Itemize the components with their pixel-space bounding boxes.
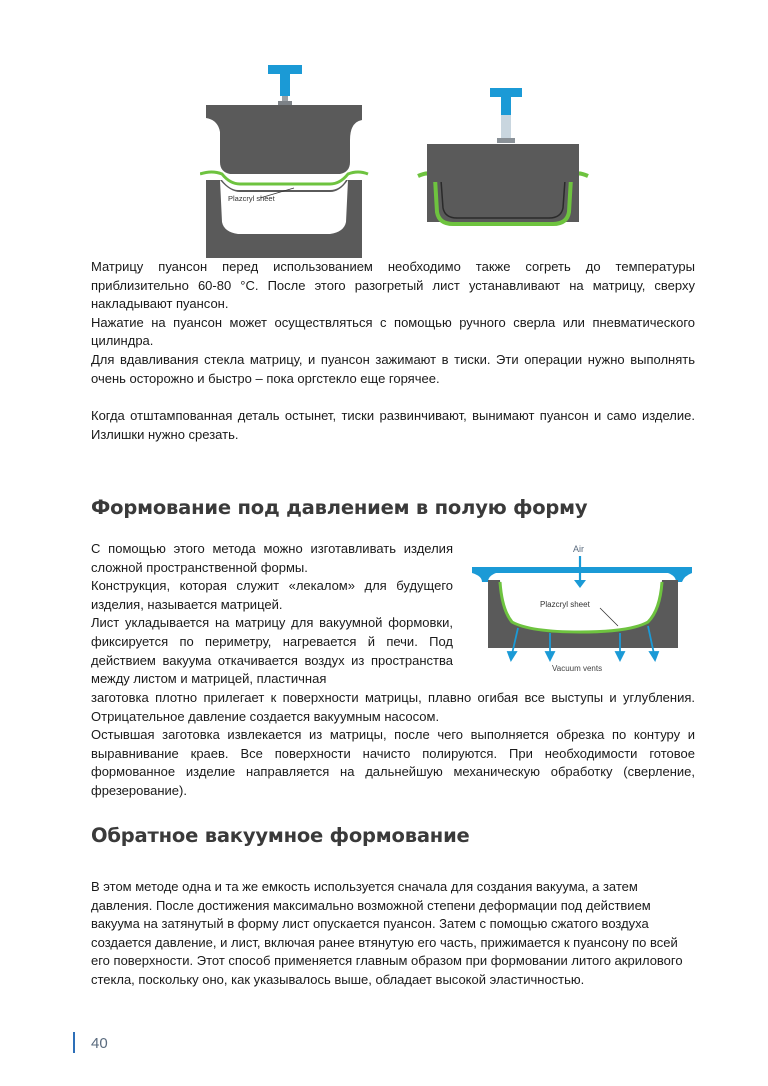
intro-p4: Когда отштампованная деталь остынет, тиски развинчивают, вынимают пуансон и само изделие. Излишки нужно срезать. bbox=[91, 408, 695, 442]
clamp-frame bbox=[472, 567, 692, 582]
section-heading-reverse: Обратное вакуумное формование bbox=[91, 824, 470, 847]
intro-p3: Для вдавливания стекла матрицу, и пуансон зажимают в тиски. Эти операции нужно выполнять очень осторожно и быстро – пока оргстекло еще горячее. bbox=[91, 351, 695, 386]
press-p1: С помощью этого метода можно изготавливать изделия сложной пространственной формы. bbox=[91, 541, 453, 575]
punch bbox=[441, 180, 565, 218]
punch-die-open-figure bbox=[200, 62, 370, 262]
punch-handle-stem bbox=[280, 74, 290, 96]
press-p3: Лист укладывается на матрицу для вакуумной формовки, фиксируется по периметру, нагревается й печи. Под действием вакуума откачивается воздух из пространства между листом и матрицей, пластичная bbox=[91, 615, 453, 687]
press-p2: Конструкция, которая служит «лекалом» для будущего изделия, называется матрицей. bbox=[91, 578, 453, 612]
punch-handle-top bbox=[268, 65, 302, 74]
sheet-label: Plazcryl sheet bbox=[540, 600, 590, 609]
vacuum-forming-figure bbox=[470, 540, 695, 680]
press-p3-cont: заготовка плотно прилегает к поверхности матрицы, плавно огибая все выступы и углубления. Отрицательное давление создается вакуумным насосом. bbox=[91, 690, 695, 724]
intro-p1: Матрицу пуансон перед использованием необходимо также согреть до температуры приблизительно 60-80 °С. После этого разогретый лист устанавливают на матрицу, сверху накладывают пуансон. bbox=[91, 259, 695, 312]
sheet-label: Plazcryl sheet bbox=[228, 194, 275, 203]
punch-rod bbox=[501, 115, 511, 139]
air-label: Air bbox=[573, 544, 584, 554]
punch-die-closed-figure bbox=[413, 82, 593, 262]
section-heading-press: Формование под давлением в полую форму bbox=[91, 496, 588, 519]
punch-handle-top bbox=[490, 88, 522, 97]
press-full-width bbox=[91, 689, 695, 801]
punch bbox=[206, 105, 362, 174]
press-left-column bbox=[91, 540, 453, 689]
intro-p2: Нажатие на пуансон может осуществляться с помощью ручного сверла или пневматического цилиндра. bbox=[91, 314, 695, 349]
punch-handle-stem bbox=[501, 97, 511, 115]
press-p4: Остывшая заготовка извлекается из матрицы, после чего выполняется обрезка по контуру и выравнивание краев. Все поверхности начисто полируются. При необходимости готовое формованное изделие направляется на дальнейшую механическую обработку (сверление, фрезерование). bbox=[91, 727, 695, 798]
page-number-bar bbox=[73, 1032, 75, 1053]
intro-paragraphs bbox=[91, 258, 695, 388]
page-number: 40 bbox=[91, 1035, 108, 1052]
vents-label: Vacuum vents bbox=[552, 664, 603, 673]
reverse-p1: В этом методе одна и та же емкость используется сначала для создания вакуума, а затем давления. После достижения максимально возможной степени деформации под действием вакуума на затянутый в форму лист опускается пуансон. Затем с помощью сжатого воздуха создается давление, и лист, включая ранее втянутую его часть, прижимается к пуансону по всей его поверхности. Этот способ применяется главным образом при формовании литого акрилового стекла, поскольку оно, как указывалось выше, обладает высокой эластичностью. bbox=[91, 879, 683, 987]
